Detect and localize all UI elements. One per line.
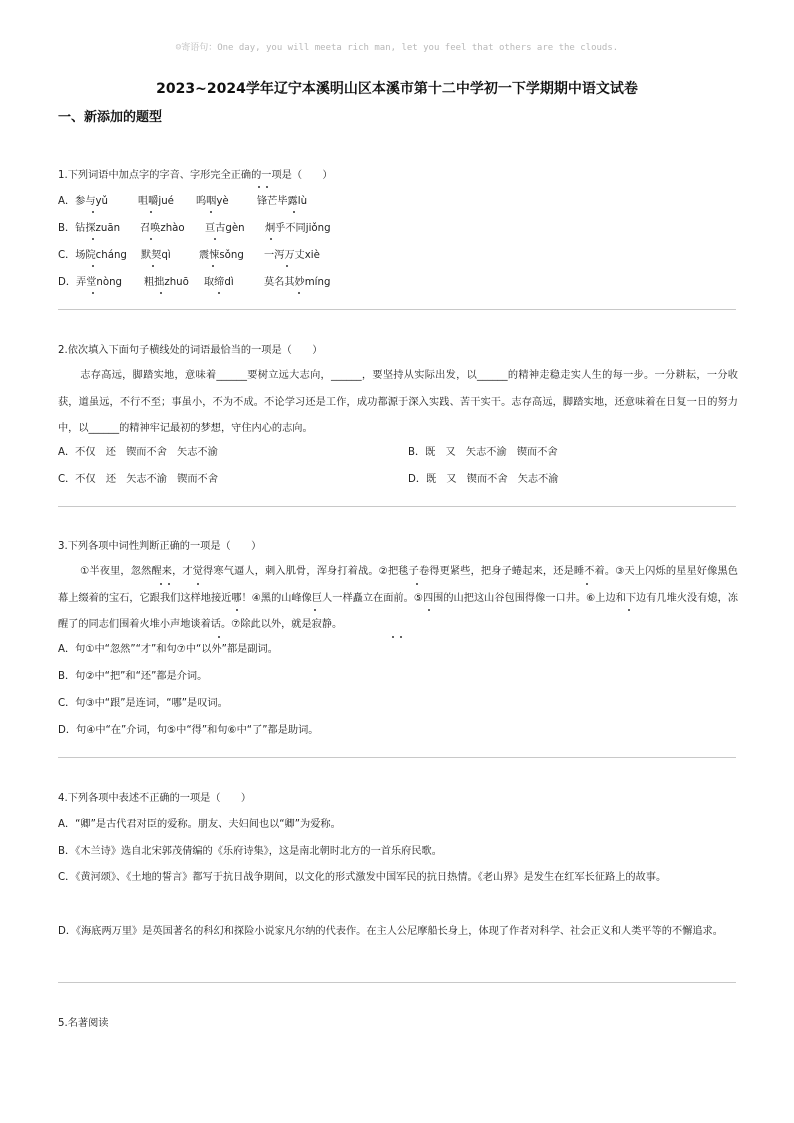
q1-a-word1: A．参与yǔ	[58, 196, 109, 207]
q1-b-word1: B．钻探zuān	[58, 223, 121, 234]
emphasis-dot	[160, 292, 162, 294]
q3-option-a[interactable]: A．句①中“忽然”“才”和句⑦中“以外”都是副词。	[58, 644, 278, 655]
q3-passage-text: ①半夜里，忽然醒来，才觉得寒气逼人，刺入肌骨，浑身打着战。②把毯子卷得更紧些，把身子蜷起来，还是睡不着。③天上闪烁的星星好像黑色幕上缀着的宝石，它跟我们这样地接近哪！④黑的山峰像巨人一样矗立在面前。⑤四围的山把这山谷包围得像一口井。⑥上边和下边有几堆火没有熄，冻醒了的同志们围着火堆小声地谈着话。⑦除此以外，就是寂静。	[58, 566, 738, 630]
emphasis-dot	[298, 292, 300, 294]
q2-stem: 2.依次填入下面句子横线处的词语最恰当的一项是（ ）	[58, 345, 323, 356]
divider	[58, 309, 736, 310]
q1-option-d[interactable]	[58, 276, 330, 290]
q4-option-d[interactable]: D．《海底两万里》是英国著名的科幻和探险小说家凡尔纳的代表作。在主人公尼摩船长身上，体现了作者对科学、社会正义和人类平等的不懈追求。	[58, 926, 723, 937]
emphasis-dot	[150, 211, 152, 213]
q5-stem: 5.名著阅读	[58, 1018, 109, 1029]
emphasis-dot	[168, 583, 170, 585]
q1-c-word3: 震悚sǒng	[199, 250, 244, 261]
q3-passage	[58, 559, 738, 639]
q1-d-word4: 莫名其妙míng	[264, 277, 331, 288]
q1-stem: 1.下列词语中加点字的字音、字形完全正确的一项是（ ）	[58, 170, 333, 181]
emphasis-dot	[92, 238, 94, 240]
q1-c-word4: 一泻万丈xiè	[264, 250, 320, 261]
q2-option-a[interactable]: A．不仅 还 锲而不舍 矢志不渝	[58, 447, 218, 458]
watermark: ☺寄语句：One day, you will meeta rich man, let you feel that others are the clouds.	[175, 43, 619, 53]
divider	[58, 506, 736, 507]
emphasis-dot	[197, 583, 199, 585]
emphasis-dot	[314, 609, 316, 611]
emphasis-dot	[92, 211, 94, 213]
q1-b-word2: 召唤zhào	[140, 223, 185, 234]
emphasis-dot	[586, 583, 588, 585]
q1-option-a[interactable]	[58, 195, 307, 209]
q2-option-d[interactable]: D．既 又 锲而不舍 矢志不渝	[408, 474, 559, 485]
q3-stem: 3.下列各项中词性判断正确的一项是（ ）	[58, 541, 262, 552]
emphasis-dot	[270, 238, 272, 240]
q1-option-b[interactable]	[58, 222, 331, 236]
emphasis-dot	[218, 636, 220, 638]
emphasis-dot	[210, 211, 212, 213]
emphasis-dot	[428, 609, 430, 611]
q3-option-c[interactable]: C．句③中“跟”是连词，“哪”是叹词。	[58, 698, 228, 709]
emphasis-dot	[92, 292, 94, 294]
q3-option-d[interactable]: D．句④中“在”介词，句⑤中“得”和句⑥中“了”都是助词。	[58, 725, 319, 736]
emphasis-dot	[218, 292, 220, 294]
q1-d-word3: 取缔dì	[204, 277, 234, 288]
emphasis-dot	[628, 609, 630, 611]
q1-d-word1: D．弄堂nòng	[58, 277, 123, 288]
q2-option-b[interactable]: B．既 又 矢志不渝 锲而不舍	[408, 447, 558, 458]
q4-option-b[interactable]: B．《木兰诗》选自北宋郭茂倩编的《乐府诗集》，这是南北朝时北方的一首乐府民歌。	[58, 846, 442, 857]
emphasis-dot	[266, 186, 268, 188]
q1-option-c[interactable]	[58, 249, 320, 263]
emphasis-dot	[160, 583, 162, 585]
emphasis-dot	[214, 238, 216, 240]
page-title: 2023~2024学年辽宁本溪明山区本溪市第十二中学初一下学期期中语文试卷	[156, 81, 638, 97]
q1-b-word4: 炯乎不同jiǒng	[265, 223, 331, 234]
emphasis-dot	[416, 583, 418, 585]
emphasis-dot	[150, 238, 152, 240]
divider	[58, 982, 736, 983]
q1-a-word4: 锋芒毕露lù	[257, 196, 308, 207]
emphasis-dot	[212, 265, 214, 267]
q2-passage-text: 志存高远，脚踏实地，意味着______要树立远大志向，______，要坚持从实际出发，以______的精神走稳走实人生的每一步。一分耕耘，一分收获，道虽远，不行不至；事虽小，不为不成。不论学习还是工作，成功都源于深入实践、苦干实干。志存高远，脚踏实地，还意味着在日复一日的努力中，以______的精神牢记最初的梦想，守住内心的志向。	[58, 370, 738, 434]
section-heading: 一、新添加的题型	[58, 110, 163, 125]
emphasis-dot	[236, 609, 238, 611]
q2-option-c[interactable]: C．不仅 还 矢志不渝 锲而不舍	[58, 474, 218, 485]
divider	[58, 757, 736, 758]
emphasis-dot	[293, 211, 295, 213]
emphasis-dot	[258, 186, 260, 188]
emphasis-dot	[400, 636, 402, 638]
q2-passage	[58, 363, 738, 443]
q4-option-c[interactable]: C．《黄河颂》、《土地的誓言》都写于抗日战争期间，以文化的形式激发中国军民的抗日热情。《老山界》是发生在红军长征路上的故事。	[58, 872, 667, 883]
q1-c-word1: C．场院cháng	[58, 250, 127, 261]
emphasis-dot	[92, 265, 94, 267]
q1-b-word3: 亘古gèn	[205, 223, 245, 234]
q1-a-word3: 呜咽yè	[196, 196, 229, 207]
q4-option-a[interactable]: A．“卿”是古代君对臣的爱称。朋友、夫妇间也以“卿”为爱称。	[58, 819, 341, 830]
q1-a-word2: 咀嚼jué	[138, 196, 174, 207]
q4-stem: 4.下列各项中表述不正确的一项是（ ）	[58, 793, 252, 804]
q1-d-word2: 粗拙zhuō	[144, 277, 189, 288]
q1-c-word2: 默契qì	[141, 250, 171, 261]
emphasis-dot	[152, 265, 154, 267]
q3-option-b[interactable]: B．句②中“把”和“还”都是介词。	[58, 671, 208, 682]
emphasis-dot	[392, 636, 394, 638]
emphasis-dot	[286, 265, 288, 267]
